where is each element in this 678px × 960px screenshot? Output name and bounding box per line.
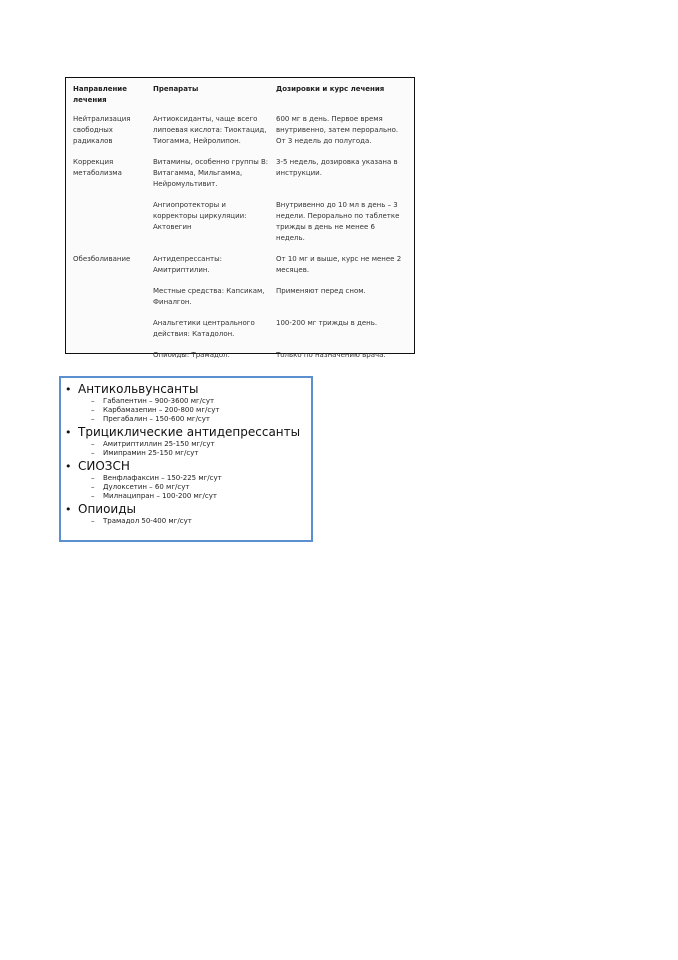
drug-item bbox=[91, 440, 311, 449]
dash-icon: – bbox=[91, 483, 95, 491]
drug-text: Имипрамин 25-150 мг/сут bbox=[103, 449, 199, 457]
drug-list bbox=[78, 474, 311, 501]
cell-direction bbox=[71, 318, 151, 350]
cell-dosage: Применяют перед сном. bbox=[276, 287, 366, 295]
dash-icon: – bbox=[91, 406, 95, 414]
drug-class-title: Антикольвунсанты bbox=[78, 382, 199, 396]
cell-drugs: Местные средства: Капсикам, Финалгон. bbox=[153, 287, 265, 306]
drug-classes-slide bbox=[59, 376, 313, 542]
drug-class-item bbox=[64, 382, 311, 424]
bullet-icon: • bbox=[65, 426, 72, 439]
drug-class-item bbox=[64, 502, 311, 526]
cell-drugs: Антидепрессанты: Амитриптилин. bbox=[153, 255, 222, 274]
dash-icon: – bbox=[91, 440, 95, 448]
dash-icon: – bbox=[91, 492, 95, 500]
cell-drugs: Анальгетики центрального действия: Катадолон. bbox=[153, 319, 255, 338]
drug-item bbox=[91, 474, 311, 483]
header-dosage: Дозировки и курс лечения bbox=[276, 85, 385, 93]
cell-direction: Коррекция метаболизма bbox=[73, 158, 122, 177]
cell-direction bbox=[71, 350, 151, 361]
header-drugs: Препараты bbox=[153, 85, 199, 93]
drug-class-item bbox=[64, 425, 311, 458]
drug-text: Дулоксетин – 60 мг/сут bbox=[103, 483, 190, 491]
treatment-table-figure bbox=[65, 77, 415, 359]
bullet-icon: • bbox=[65, 383, 72, 396]
header-direction: Направление лечения bbox=[73, 85, 127, 104]
cell-direction bbox=[71, 200, 151, 254]
treatment-table bbox=[71, 84, 409, 361]
cell-dosage: 100-200 мг трижды в день. bbox=[276, 319, 378, 327]
drug-class-title: Опиоиды bbox=[78, 502, 137, 516]
drug-item bbox=[91, 517, 311, 526]
table-row bbox=[71, 200, 409, 254]
drug-text: Амитриптиллин 25-150 мг/сут bbox=[103, 440, 215, 448]
table-row bbox=[71, 350, 409, 361]
drug-text: Прегабалин – 150-600 мг/сут bbox=[103, 415, 210, 423]
drug-item bbox=[91, 483, 311, 492]
table-row bbox=[71, 114, 409, 157]
drug-text: Трамадол 50-400 мг/сут bbox=[103, 517, 192, 525]
drug-item bbox=[91, 449, 311, 458]
drug-text: Карбамазепин – 200-800 мг/сут bbox=[103, 406, 220, 414]
cell-dosage: 600 мг в день. Первое время внутривенно, затем перорально. От 3 недель до полугода. bbox=[276, 115, 399, 145]
drug-class-title: Трициклические антидепрессанты bbox=[78, 425, 301, 439]
dash-icon: – bbox=[91, 517, 95, 525]
drug-list bbox=[78, 517, 311, 526]
drug-text: Милнаципран – 100-200 мг/сут bbox=[103, 492, 217, 500]
drug-text: Венфлафаксин – 150-225 мг/сут bbox=[103, 474, 222, 482]
bullet-icon: • bbox=[65, 503, 72, 516]
drug-item bbox=[91, 415, 311, 424]
bullet-icon: • bbox=[65, 460, 72, 473]
cell-direction: Нейтрализация свободных радикалов bbox=[73, 115, 131, 145]
cell-direction bbox=[71, 286, 151, 318]
cell-dosage: 3-5 недель, дозировка указана в инструкции. bbox=[276, 158, 398, 177]
table-row bbox=[71, 318, 409, 350]
dash-icon: – bbox=[91, 449, 95, 457]
cell-dosage: От 10 мг и выше, курс не менее 2 месяцев. bbox=[276, 255, 402, 274]
drug-text: Габапентин – 900-3600 мг/сут bbox=[103, 397, 215, 405]
drug-item bbox=[91, 492, 311, 501]
cell-drugs: Витамины, особенно группы В: Витагамма, Мильгамма, Нейромультивит. bbox=[153, 158, 269, 188]
drug-item bbox=[91, 397, 311, 406]
table-row bbox=[71, 157, 409, 200]
drug-list bbox=[78, 397, 311, 424]
cell-drugs: Антиоксиданты, чаще всего липоевая кислота: Тиоктацид, Тиогамма, Нейролипон. bbox=[153, 115, 267, 145]
cell-drugs: Опиоиды: Трамадол. bbox=[153, 351, 230, 359]
cell-dosage: Только по назначению врача. bbox=[276, 351, 386, 359]
table-row bbox=[71, 254, 409, 286]
cell-direction: Обезболивание bbox=[73, 255, 131, 263]
drug-class-list bbox=[61, 378, 311, 526]
cell-dosage: Внутривенно до 10 мл в день – 3 недели. Перорально по таблетке трижды в день не менее 6 недель. bbox=[276, 201, 400, 242]
drug-class-item bbox=[64, 459, 311, 501]
dash-icon: – bbox=[91, 397, 95, 405]
cell-drugs: Ангиопротекторы и корректоры циркуляции: Актовегин bbox=[153, 201, 247, 231]
drug-list bbox=[78, 440, 311, 458]
table-row bbox=[71, 286, 409, 318]
drug-item bbox=[91, 406, 311, 415]
table-header-row bbox=[71, 84, 409, 114]
dash-icon: – bbox=[91, 474, 95, 482]
dash-icon: – bbox=[91, 415, 95, 423]
drug-class-title: СИОЗСН bbox=[78, 459, 130, 473]
